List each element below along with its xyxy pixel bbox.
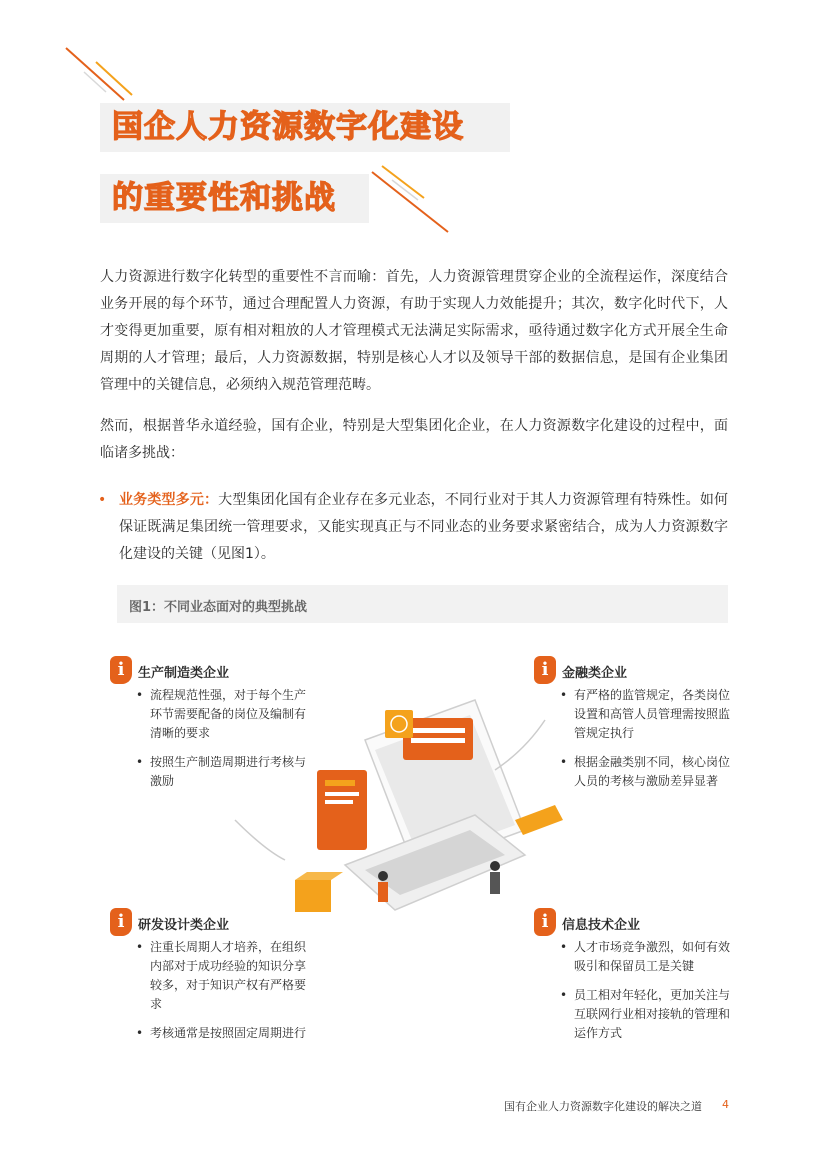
figure-header bbox=[117, 585, 728, 623]
intro-paragraph: 人力资源进行数字化转型的重要性不言而喻：首先，人力资源管理贯穿企业的全流程运作，深度结合业务开展的每个环节，通过合理配置人力资源，有助于实现人力效能提升；其次，数字化时代下，人才变得更加重要，原有相对粗放的人才管理模式无法满足实际需求，亟待通过数字化方式开展全生命周期的人才管理；最后，人力资源数据，特别是核心人才以及领导干部的数据信息，是国有企业集团管理中的关键信息，必须纳入规范管理范畴。 bbox=[100, 269, 728, 393]
info-icon: i bbox=[534, 656, 556, 684]
bullet-text: 大型集团化国有企业存在多元业态，不同行业对于其人力资源管理有特殊性。如何保证既满足集团统一管理要求，又能实现真正与不同业态的业务要求紧密结合，成为人力资源数字化建设的关键（见图1）。 bbox=[119, 492, 729, 562]
manufacturing-title: 生产制造类企业 bbox=[138, 666, 230, 681]
list-item: • 根据金融类别不同，核心岗位人员的考核与激励差异显著 bbox=[560, 753, 730, 791]
list-item: • 注重长周期人才培养，在组织内部对于成功经验的知识分享较多，对于知识产权有严格要求 bbox=[136, 938, 306, 1014]
rnd-title: 研发设计类企业 bbox=[138, 918, 230, 933]
list-item: • 考核通常是按照固定周期进行 bbox=[136, 1024, 306, 1043]
info-icon: i bbox=[534, 908, 556, 936]
figure-title: 图1：不同业态面对的典型挑战 bbox=[129, 600, 308, 615]
it-list bbox=[560, 938, 730, 1053]
bullet-heading: 业务类型多元： bbox=[119, 492, 219, 508]
challenges-paragraph: 然而，根据普华永道经验，国有企业，特别是大型集团化企业，在人力资源数字化建设的过程中，面临诸多挑战： bbox=[100, 418, 728, 461]
list-item: • 流程规范性强，对于每个生产环节需要配备的岗位及编制有清晰的要求 bbox=[136, 686, 306, 743]
bullet-item bbox=[100, 487, 728, 568]
info-icon: i bbox=[110, 656, 132, 684]
page-number: 4 bbox=[722, 1098, 729, 1111]
list-item: • 按照生产制造周期进行考核与激励 bbox=[136, 753, 306, 791]
rnd-list bbox=[136, 938, 306, 1053]
manufacturing-list bbox=[136, 686, 306, 801]
bullet-dot: • bbox=[98, 492, 107, 508]
page-title-line1: 国企人力资源数字化建设 bbox=[100, 103, 510, 152]
page-title-line2: 的重要性和挑战 bbox=[100, 174, 369, 223]
it-title: 信息技术企业 bbox=[562, 918, 641, 933]
list-item: • 人才市场竞争激烈，如何有效吸引和保留员工是关键 bbox=[560, 938, 730, 976]
info-icon: i bbox=[110, 908, 132, 936]
finance-title: 金融类企业 bbox=[562, 666, 628, 681]
finance-list bbox=[560, 686, 730, 801]
list-item: • 员工相对年轻化，更加关注与互联网行业相对接轨的管理和运作方式 bbox=[560, 986, 730, 1043]
footer-title: 国有企业人力资源数字化建设的解决之道 bbox=[504, 1100, 702, 1113]
list-item: • 有严格的监管规定，各类岗位设置和高管人员管理需按照监管规定执行 bbox=[560, 686, 730, 743]
